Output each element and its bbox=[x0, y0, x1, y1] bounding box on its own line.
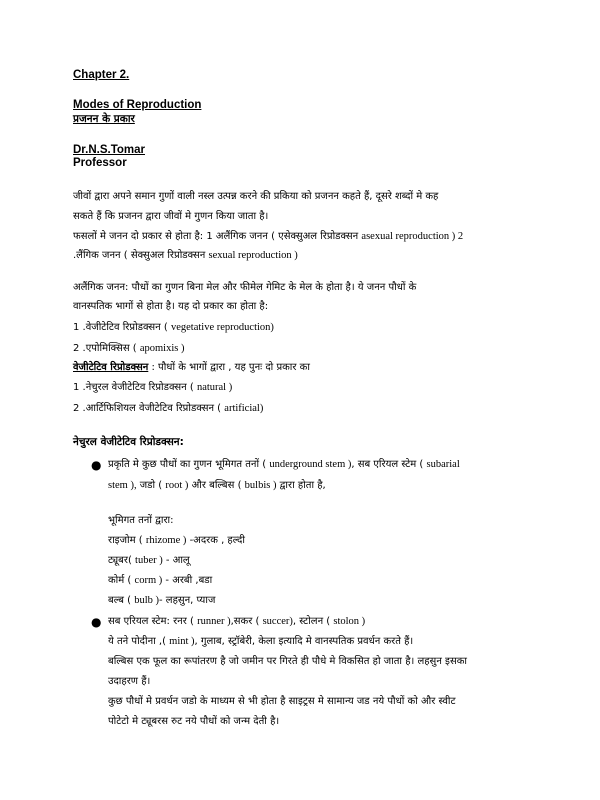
vegetative-line-2 bbox=[73, 381, 232, 395]
types-line-1-english: asexual reproduction ) 2 bbox=[361, 231, 464, 242]
vegetative-line-3-english: artificial) bbox=[224, 403, 264, 414]
bullet-2-line-1 bbox=[108, 615, 365, 629]
vegetative-heading: वेजीटेटिव रिप्रोडक्सन bbox=[73, 362, 149, 373]
types-line-2-hindi: .लैंगिक जनन ( सेक्सुअल रिप्रोडक्सन bbox=[73, 250, 206, 261]
asexual-line-4 bbox=[73, 342, 184, 356]
tuber-line-a: ट्यूबर( bbox=[108, 555, 132, 566]
bullet-2-line-2-a: ये तने पोदीना ,( bbox=[108, 636, 166, 647]
asexual-line-4-english: apomixis ) bbox=[139, 343, 185, 354]
asexual-line-2: वानस्पतिक भागों से होता है। यह दो प्रकार का होता है: bbox=[73, 301, 269, 312]
types-line-1-hindi: फसलों मे जनन दो प्रकार से होता है: 1 अलैंगिक जनन ( एसेक्सुअल रिप्रोडक्सन bbox=[73, 231, 359, 242]
asexual-line-3 bbox=[73, 321, 274, 335]
vegetative-line-2-english: natural ) bbox=[196, 382, 233, 393]
title-hindi: प्रजनन के प्रकार bbox=[73, 113, 135, 125]
asexual-line-3-english: vegetative reproduction) bbox=[170, 322, 274, 333]
bullet-1-line-2-f: द्वारा होता है, bbox=[276, 480, 326, 491]
corm-line-c: - अरबी ,बडा bbox=[162, 575, 213, 586]
corm-line bbox=[108, 574, 212, 588]
bullet-2-line-1-c: ,सकर ( bbox=[230, 616, 260, 627]
bulb-line-a: बल्ब ( bbox=[108, 595, 132, 606]
title-english: Modes of Reproduction bbox=[73, 99, 202, 111]
rhizome-line-c: -अदरक , हल्दी bbox=[186, 535, 245, 546]
types-line-2-english: sexual reproduction ) bbox=[208, 250, 298, 261]
bullet-1-line-2-b: जडो ( bbox=[136, 480, 163, 491]
bulb-line-c: - लहसुन, प्याज bbox=[159, 595, 216, 606]
tuber-line-c: - आलू bbox=[162, 555, 190, 566]
bullet-2-line-4: उदाहरण हैं। bbox=[108, 676, 151, 687]
corm-line-b: corm ) bbox=[134, 575, 163, 586]
corm-line-a: कोर्म ( bbox=[108, 575, 132, 586]
bullet-2-line-2-c: , गुलाब, स्ट्रॉबेरी, केला इत्यादि मे वानस्पतिक प्रवर्धन करते हैं। bbox=[194, 636, 414, 647]
bullet-1-line-1-a: प्रकृति मे कुछ पौधों का गुणन भूमिगत तनों ( bbox=[108, 459, 267, 470]
types-line-2 bbox=[73, 249, 298, 263]
underground-heading: भूमिगत तनों द्वारा: bbox=[108, 515, 174, 526]
bullet-2-line-1-f: stolon ) bbox=[333, 616, 366, 627]
bullet-2-line-1-b: runner ) bbox=[197, 616, 231, 627]
vegetative-line-1 bbox=[73, 361, 310, 375]
bullet-1-marker: ● bbox=[91, 458, 102, 472]
author-name: Dr.N.S.Tomar bbox=[73, 144, 145, 156]
bullet-1-line-1-c: , सब एरियल स्टेम ( bbox=[351, 459, 424, 470]
bullet-1-line-2-e: bulbis ) bbox=[244, 480, 277, 491]
bullet-2-line-3: बल्बिस एक फूल का रूपांतरण है जो जमीन पर गिरते ही पौधे मे विकसित हो जाता है। लहसुन इसका bbox=[108, 656, 467, 667]
vegetative-line-2-hindi: 1 .नेचुरल वेजीटेटिव रिप्रोडक्सन ( bbox=[73, 382, 194, 393]
tuber-line bbox=[108, 554, 190, 568]
bullet-1-line-1 bbox=[108, 458, 460, 472]
vegetative-heading-rest: : पौधों के भागों द्वारा , यह पुनः दो प्रकार का bbox=[148, 362, 310, 373]
vegetative-line-3-hindi: 2 .आर्टिफिशियल वेजीटेटिव रिप्रोडक्सन ( bbox=[73, 403, 222, 414]
rhizome-line bbox=[108, 534, 245, 548]
asexual-line-3-hindi: 1 .वेजीटेटिव रिप्रोडक्सन ( bbox=[73, 322, 168, 333]
vegetative-line-3 bbox=[73, 402, 263, 416]
bullet-1-line-2-c: root ) bbox=[165, 480, 189, 491]
bullet-1-line-2-a: stem ), bbox=[108, 480, 137, 491]
rhizome-line-a: राइजोम ( bbox=[108, 535, 143, 546]
author-title: Professor bbox=[73, 157, 127, 169]
chapter-heading: Chapter 2. bbox=[73, 69, 130, 81]
bullet-2-line-6: पोटेटो मे ट्यूबरस रुट नये पौधों को जन्म देती है। bbox=[108, 716, 280, 727]
bullet-1-line-2-d: और बल्बिस ( bbox=[188, 480, 242, 491]
rhizome-line-b: rhizome ) bbox=[145, 535, 187, 546]
intro-line-1: जीवों द्वारा अपने समान गुणों वाली नस्ल उत्पन्न करने की प्रकिया को प्रजनन कहते हैं, दूसरे शब्दों मे कह bbox=[73, 191, 439, 202]
bulb-line-b: bulb ) bbox=[134, 595, 159, 606]
bullet-2-line-2-b: mint ) bbox=[169, 636, 195, 647]
bullet-2-line-1-a: सब एरियल स्टेम: रनर ( bbox=[108, 616, 194, 627]
bullet-1-line-1-b: underground stem ) bbox=[269, 459, 352, 470]
bullet-2-line-1-d: succer) bbox=[262, 616, 293, 627]
asexual-line-4-hindi: 2 .एपोमिक्सिस ( bbox=[73, 343, 137, 354]
asexual-line-1: अलैंगिक जनन: पौधों का गुणन बिना मेल और फीमेल गेमिट के मेल के होता है। ये जनन पौधों के bbox=[73, 282, 417, 293]
bulb-line bbox=[108, 594, 215, 608]
intro-line-2: सकते हैं कि प्रजनन द्वारा जीवों मे गुणन किया जाता है। bbox=[73, 211, 269, 222]
bullet-2-line-2 bbox=[108, 635, 413, 649]
tuber-line-b: tuber ) bbox=[135, 555, 163, 566]
types-line-1 bbox=[73, 230, 463, 244]
bullet-1-line-2 bbox=[108, 479, 326, 493]
natural-vegetative-heading: नेचुरल वेजीटेटिव रिप्रोडक्सन: bbox=[73, 436, 184, 448]
bullet-2-line-1-e: , स्टोलन ( bbox=[292, 616, 331, 627]
bullet-1-line-1-d: subarial bbox=[426, 459, 460, 470]
bullet-2-marker: ● bbox=[91, 615, 102, 629]
bullet-2-line-5: कुछ पौधों मे प्रवर्धन जडो के माध्यम से भी होता है साइट्रस मे सामान्य जड नये पौधों को और स्वीट bbox=[108, 696, 456, 707]
